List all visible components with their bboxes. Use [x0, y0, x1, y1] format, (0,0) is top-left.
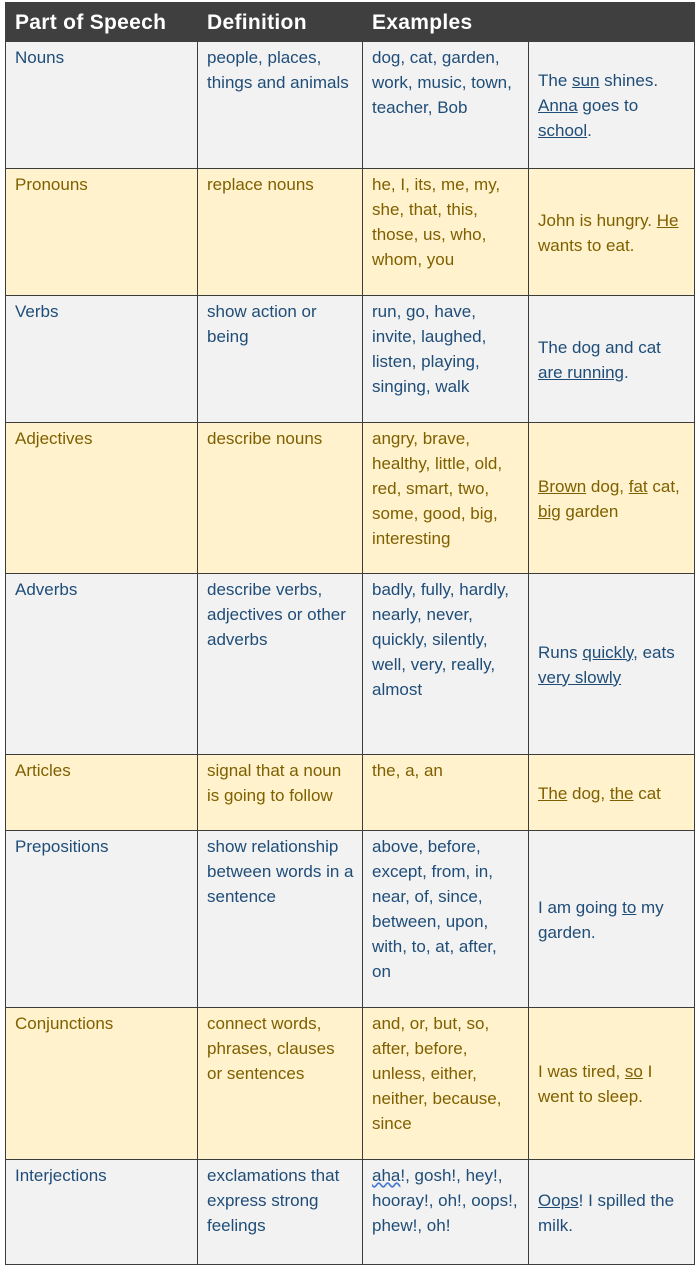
- sentence-text: dog,: [586, 476, 629, 496]
- highlighted-word: Brown: [538, 476, 587, 496]
- examples-cell: badly, fully, hardly, nearly, never, quickly, silently, well, very, really, almost: [363, 574, 529, 755]
- sentence-text: The dog and cat: [538, 337, 661, 357]
- sentence-text: I went to sleep.: [538, 1062, 653, 1106]
- sentence-text: wants to eat.: [538, 235, 635, 255]
- example-sentence-cell: [529, 423, 695, 574]
- highlighted-word: fat: [628, 476, 648, 496]
- example-sentence-cell: [529, 574, 695, 755]
- examples-cell: run, go, have, invite, laughed, listen, playing, singing, walk: [363, 296, 529, 423]
- table-row: [6, 169, 695, 296]
- highlighted-word: big: [538, 501, 561, 521]
- highlighted-word: are running: [538, 362, 625, 382]
- example-sentence-cell: [529, 1008, 695, 1160]
- examples-cell: the, a, an: [363, 755, 529, 831]
- definition-cell: describe verbs, adjectives or other adverbs: [198, 574, 363, 755]
- definition-cell: replace nouns: [198, 169, 363, 296]
- example-sentence-cell: [529, 755, 695, 831]
- table-row: [6, 423, 695, 574]
- sentence-text: I am going: [538, 897, 623, 917]
- examples-cell: dog, cat, garden, work, music, town, teacher, Bob: [363, 42, 529, 169]
- sentence-text: ! I spilled the milk.: [538, 1190, 675, 1235]
- examples-text: !, gosh!, hey!, hooray!, oh!, oops!, phew!, oh!: [372, 1166, 518, 1235]
- highlighted-word: Oops: [538, 1190, 579, 1210]
- sentence-text: goes to: [577, 96, 639, 115]
- example-sentence-cell: [529, 169, 695, 296]
- sentence-text: dog,: [567, 783, 610, 803]
- sentence-text: The: [538, 71, 573, 90]
- header-examples: Examples: [363, 3, 529, 42]
- part-of-speech-cell: Adverbs: [6, 574, 198, 755]
- part-of-speech-cell: Conjunctions: [6, 1008, 198, 1160]
- definition-cell: exclamations that express strong feelings: [198, 1160, 363, 1265]
- sentence-text: cat: [633, 783, 661, 803]
- sentence-text: John is hungry.: [538, 210, 657, 230]
- sentence-text: my garden.: [538, 897, 664, 942]
- highlighted-word: sun: [572, 71, 600, 90]
- parts-of-speech-table: [5, 2, 695, 1265]
- part-of-speech-cell: Adjectives: [6, 423, 198, 574]
- sentence-text: cat,: [647, 476, 680, 496]
- part-of-speech-cell: Nouns: [6, 42, 198, 169]
- examples-cell: he, I, its, me, my, she, that, this, those, us, who, whom, you: [363, 169, 529, 296]
- definition-cell: show relationship between words in a sentence: [198, 831, 363, 1008]
- table-row: [6, 1160, 695, 1265]
- sentence-text: I was tired,: [538, 1062, 625, 1081]
- highlighted-word: to: [622, 897, 637, 917]
- examples-cell: angry, brave, healthy, little, old, red, smart, two, some, good, big, interesting: [363, 423, 529, 574]
- definition-cell: connect words, phrases, clauses or sentences: [198, 1008, 363, 1160]
- highlighted-word: The: [538, 783, 568, 803]
- part-of-speech-cell: Verbs: [6, 296, 198, 423]
- spellcheck-word: aha: [372, 1166, 401, 1185]
- table-body: [6, 42, 695, 1265]
- definition-cell: signal that a noun is going to follow: [198, 755, 363, 831]
- definition-cell: describe nouns: [198, 423, 363, 574]
- example-sentence-cell: [529, 42, 695, 169]
- header-sentence: [529, 3, 695, 42]
- example-sentence-cell: [529, 1160, 695, 1265]
- part-of-speech-cell: Prepositions: [6, 831, 198, 1008]
- part-of-speech-cell: Pronouns: [6, 169, 198, 296]
- header-definition: Definition: [198, 3, 363, 42]
- sentence-text: .: [587, 121, 592, 140]
- table-row: [6, 574, 695, 755]
- highlighted-word: He: [656, 210, 679, 230]
- table-row: [6, 831, 695, 1008]
- example-sentence-cell: [529, 296, 695, 423]
- sentence-text: Runs: [538, 642, 583, 662]
- examples-cell: [363, 1160, 529, 1265]
- table-row: [6, 296, 695, 423]
- sentence-text: , eats: [633, 642, 675, 662]
- examples-cell: above, before, except, from, in, near, of, since, between, upon, with, to, at, after, on: [363, 831, 529, 1008]
- sentence-text: .: [624, 362, 629, 382]
- definition-cell: people, places, things and animals: [198, 42, 363, 169]
- definition-cell: show action or being: [198, 296, 363, 423]
- highlighted-word: so: [624, 1062, 643, 1081]
- examples-cell: and, or, but, so, after, before, unless, either, neither, because, since: [363, 1008, 529, 1160]
- table-row: [6, 42, 695, 169]
- highlighted-word: quickly: [582, 642, 634, 662]
- table-row: [6, 1008, 695, 1160]
- highlighted-word: school: [538, 121, 588, 140]
- example-sentence-cell: [529, 831, 695, 1008]
- highlighted-word: the: [609, 783, 634, 803]
- sentence-text: garden: [560, 501, 619, 521]
- highlighted-word: very slowly: [538, 667, 622, 687]
- table-row: [6, 755, 695, 831]
- header-part-of-speech: Part of Speech: [6, 3, 198, 42]
- part-of-speech-cell: Articles: [6, 755, 198, 831]
- sentence-text: shines.: [599, 71, 659, 90]
- header-row: [6, 3, 695, 42]
- highlighted-word: Anna: [538, 96, 578, 115]
- part-of-speech-cell: Interjections: [6, 1160, 198, 1265]
